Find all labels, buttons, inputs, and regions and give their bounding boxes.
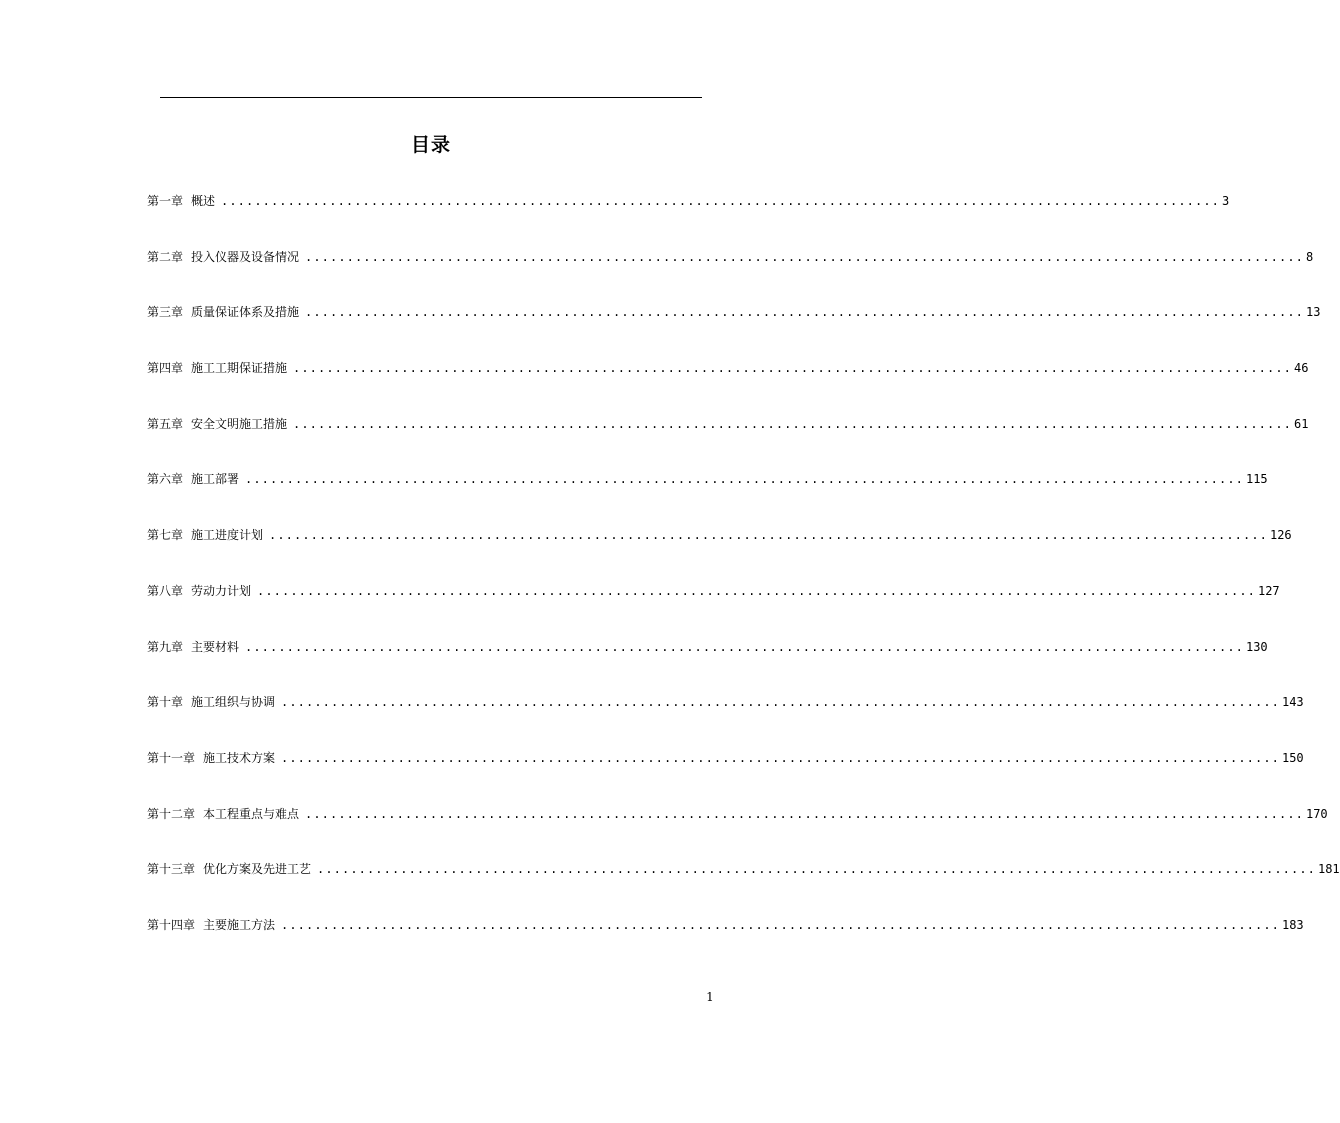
toc-chapter-title: 劳动力计划 (191, 583, 252, 598)
toc-dot-leader: ........................................................................................................................ (245, 472, 1244, 487)
toc-chapter-number: 第十三章 (147, 862, 196, 877)
toc-entry[interactable] (147, 913, 1304, 969)
toc-entry[interactable] (147, 857, 1340, 913)
header-rule (160, 97, 702, 98)
toc-entry[interactable] (147, 189, 1230, 245)
toc-chapter-number: 第十章 (147, 695, 184, 710)
toc-chapter-number: 第一章 (147, 194, 184, 208)
toc-chapter-title: 主要材料 (191, 639, 240, 654)
toc-entry[interactable] (147, 356, 1309, 412)
toc-dot-leader: ........................................................................................................................ (269, 528, 1268, 543)
toc-page-number: 170 (1305, 806, 1328, 821)
toc-dot-leader: ........................................................................................................................ (245, 639, 1244, 654)
toc-dot-leader: ........................................................................................................................ (293, 416, 1292, 431)
toc-page-number: 143 (1281, 695, 1304, 710)
toc-entry[interactable] (147, 802, 1328, 858)
toc-page-number: 130 (1245, 639, 1268, 654)
toc-dot-leader: ........................................................................................................................ (281, 917, 1280, 932)
toc-entry[interactable] (147, 635, 1268, 691)
toc-entry[interactable] (147, 746, 1304, 802)
toc-entry[interactable] (147, 690, 1304, 746)
page-number: 1 (706, 990, 714, 1004)
toc-chapter-title: 施工工期保证措施 (191, 361, 288, 376)
toc-dot-leader: ........................................................................................................................ (293, 361, 1292, 376)
toc-page-number: 61 (1293, 416, 1309, 431)
toc-entry[interactable] (147, 467, 1268, 523)
toc-chapter-title: 质量保证体系及措施 (191, 305, 300, 320)
toc-chapter-title: 本工程重点与难点 (203, 806, 300, 821)
toc-chapter-number: 第十一章 (147, 750, 196, 765)
toc-dot-leader: ........................................................................................................................ (221, 194, 1220, 208)
toc-entry[interactable] (147, 412, 1309, 468)
toc-chapter-number: 第十四章 (147, 917, 196, 932)
toc-dot-leader: ........................................................................................................................ (305, 806, 1304, 821)
toc-chapter-number: 第八章 (147, 583, 184, 598)
toc-page-number: 126 (1269, 528, 1292, 543)
toc-page-number: 150 (1281, 750, 1304, 765)
toc-chapter-title: 投入仪器及设备情况 (191, 249, 300, 264)
toc-entry[interactable] (147, 245, 1314, 301)
toc-dot-leader: ........................................................................................................................ (305, 305, 1304, 320)
toc-entry[interactable] (147, 300, 1321, 356)
toc-chapter-title: 安全文明施工措施 (191, 416, 288, 431)
toc-chapter-title: 施工组织与协调 (191, 695, 276, 710)
toc-page-number: 115 (1245, 472, 1268, 487)
toc-chapter-title: 优化方案及先进工艺 (203, 862, 312, 877)
toc-dot-leader: ........................................................................................................................ (281, 695, 1280, 710)
page-title: 目录 (410, 134, 451, 156)
toc-dot-leader: ........................................................................................................................ (257, 583, 1256, 598)
table-of-contents (147, 189, 1340, 969)
toc-chapter-number: 第三章 (147, 305, 184, 320)
toc-chapter-title: 施工进度计划 (191, 528, 264, 543)
toc-chapter-title: 施工技术方案 (203, 750, 276, 765)
toc-page-number: 127 (1257, 583, 1280, 598)
toc-page-number: 181 (1317, 862, 1340, 877)
toc-page-number: 3 (1221, 194, 1230, 208)
toc-entry[interactable] (147, 523, 1292, 579)
toc-page-number: 8 (1305, 249, 1314, 264)
toc-page-number: 46 (1293, 361, 1309, 376)
toc-chapter-number: 第五章 (147, 416, 184, 431)
toc-chapter-number: 第九章 (147, 639, 184, 654)
toc-chapter-title: 主要施工方法 (203, 917, 276, 932)
toc-page-number: 183 (1281, 917, 1304, 932)
toc-chapter-number: 第十二章 (147, 806, 196, 821)
toc-chapter-title: 施工部署 (191, 472, 240, 487)
toc-chapter-number: 第六章 (147, 472, 184, 487)
toc-page-number: 13 (1305, 305, 1321, 320)
toc-dot-leader: ........................................................................................................................ (305, 249, 1304, 264)
toc-chapter-title: 概述 (191, 194, 216, 208)
toc-entry[interactable] (147, 579, 1280, 635)
toc-chapter-number: 第四章 (147, 361, 184, 376)
toc-chapter-number: 第二章 (147, 249, 184, 264)
toc-chapter-number: 第七章 (147, 528, 184, 543)
toc-dot-leader: ........................................................................................................................ (281, 750, 1280, 765)
toc-dot-leader: ........................................................................................................................ (317, 862, 1316, 877)
